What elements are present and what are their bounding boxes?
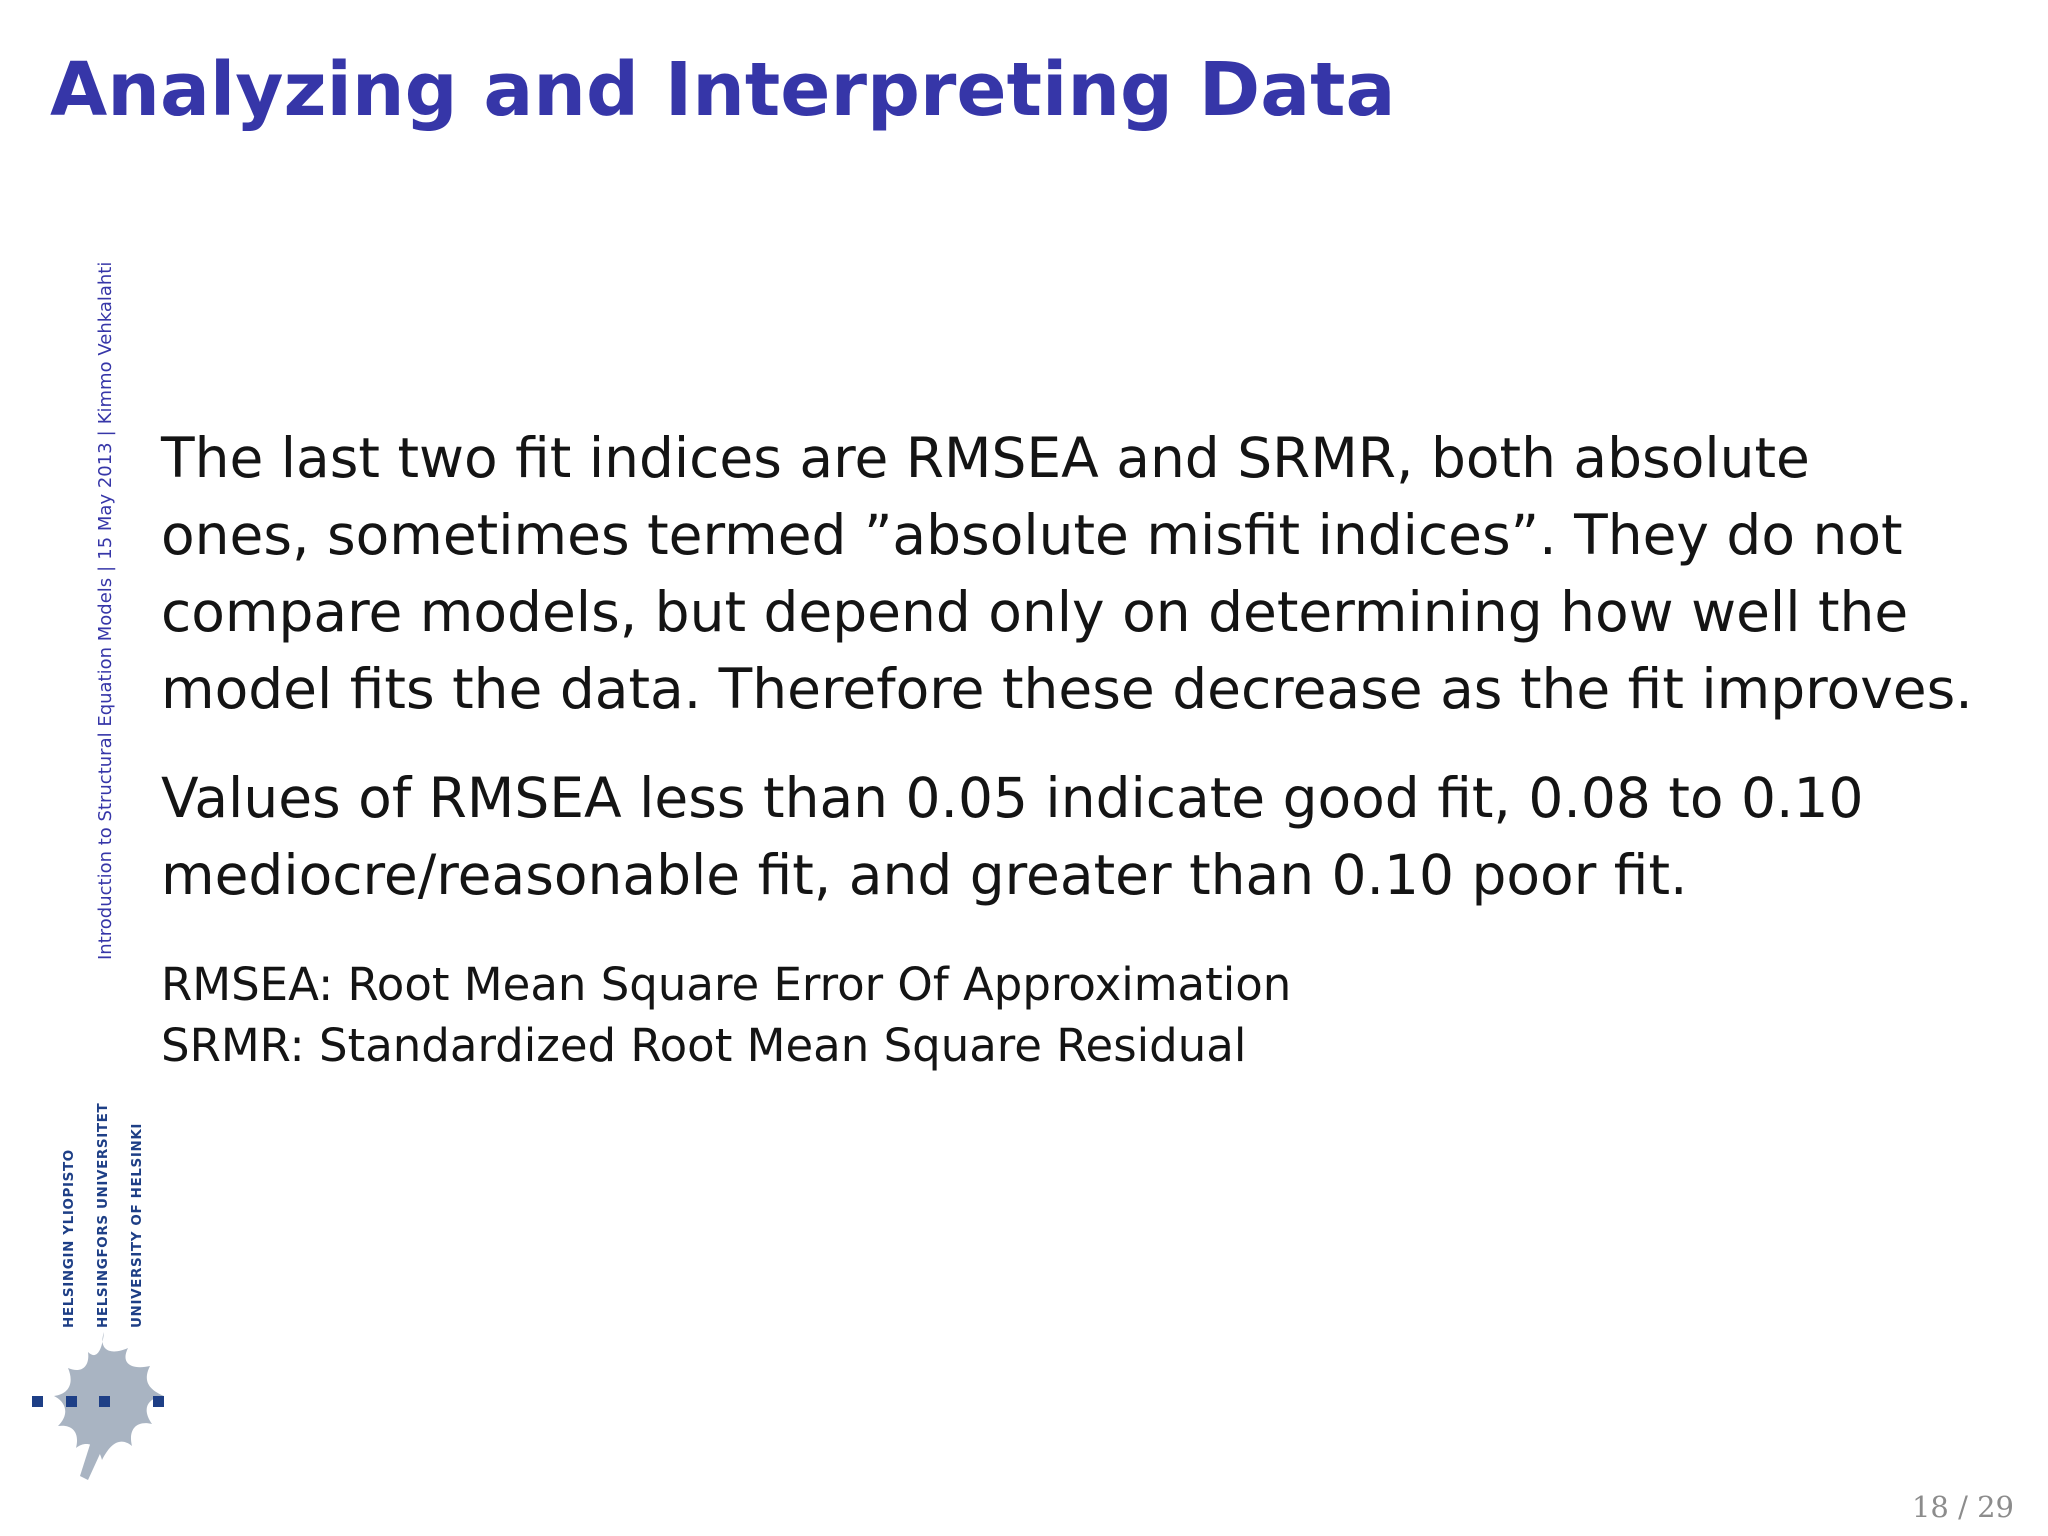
- definitions: [161, 954, 2001, 1076]
- footer-separator: |: [95, 565, 116, 572]
- text-line: The last two fit indices are RMSEA and SRMR, both absolute: [161, 426, 1810, 490]
- paragraph-rmsea-values: [161, 760, 2001, 914]
- logo-dot-icon: [32, 1396, 43, 1407]
- page-total: 29: [1977, 1490, 2014, 1524]
- page-number: [1912, 1490, 2014, 1524]
- university-torch-logo-icon: [24, 1328, 184, 1488]
- definition-rmsea: RMSEA: Root Mean Square Error Of Approximation: [161, 958, 1292, 1011]
- logo-dot-icon: [66, 1396, 77, 1407]
- page-current: 18: [1911, 1490, 1949, 1524]
- university-name-en: UNIVERSITY OF HELSINKI: [129, 1122, 145, 1328]
- side-footer: [94, 262, 118, 960]
- text-line: mediocre/reasonable fit, and greater than 0.10 poor fit.: [161, 843, 1688, 907]
- footer-separator: |: [95, 430, 116, 437]
- logo-dot-icon: [99, 1396, 110, 1407]
- university-name-fi: HELSINGIN YLIOPISTO: [61, 1149, 77, 1328]
- university-name-sv: HELSINGFORS UNIVERSITET: [95, 1102, 111, 1328]
- footer-date: 15 May 2013: [95, 442, 116, 560]
- logo-dot-icon: [153, 1396, 164, 1407]
- university-names: [52, 1103, 154, 1328]
- definition-srmr: SRMR: Standardized Root Mean Square Residual: [161, 1019, 1247, 1072]
- text-line: Values of RMSEA less than 0.05 indicate good fit, 0.08 to 0.10: [161, 766, 1864, 830]
- paragraph-fit-indices: [161, 420, 2001, 728]
- text-line: ones, sometimes termed ”absolute misfit indices”. They do not: [161, 503, 1903, 567]
- text-line: model fits the data. Therefore these decrease as the fit improves.: [161, 657, 1973, 721]
- footer-course: Introduction to Structural Equation Models: [95, 577, 116, 960]
- slide-title: Analyzing and Interpreting Data: [50, 47, 1396, 133]
- footer-author: Kimmo Vehkalahti: [95, 261, 116, 425]
- page-separator: /: [1948, 1490, 1978, 1524]
- slide-body: [161, 420, 2001, 1076]
- text-line: compare models, but depend only on determining how well the: [161, 580, 1909, 644]
